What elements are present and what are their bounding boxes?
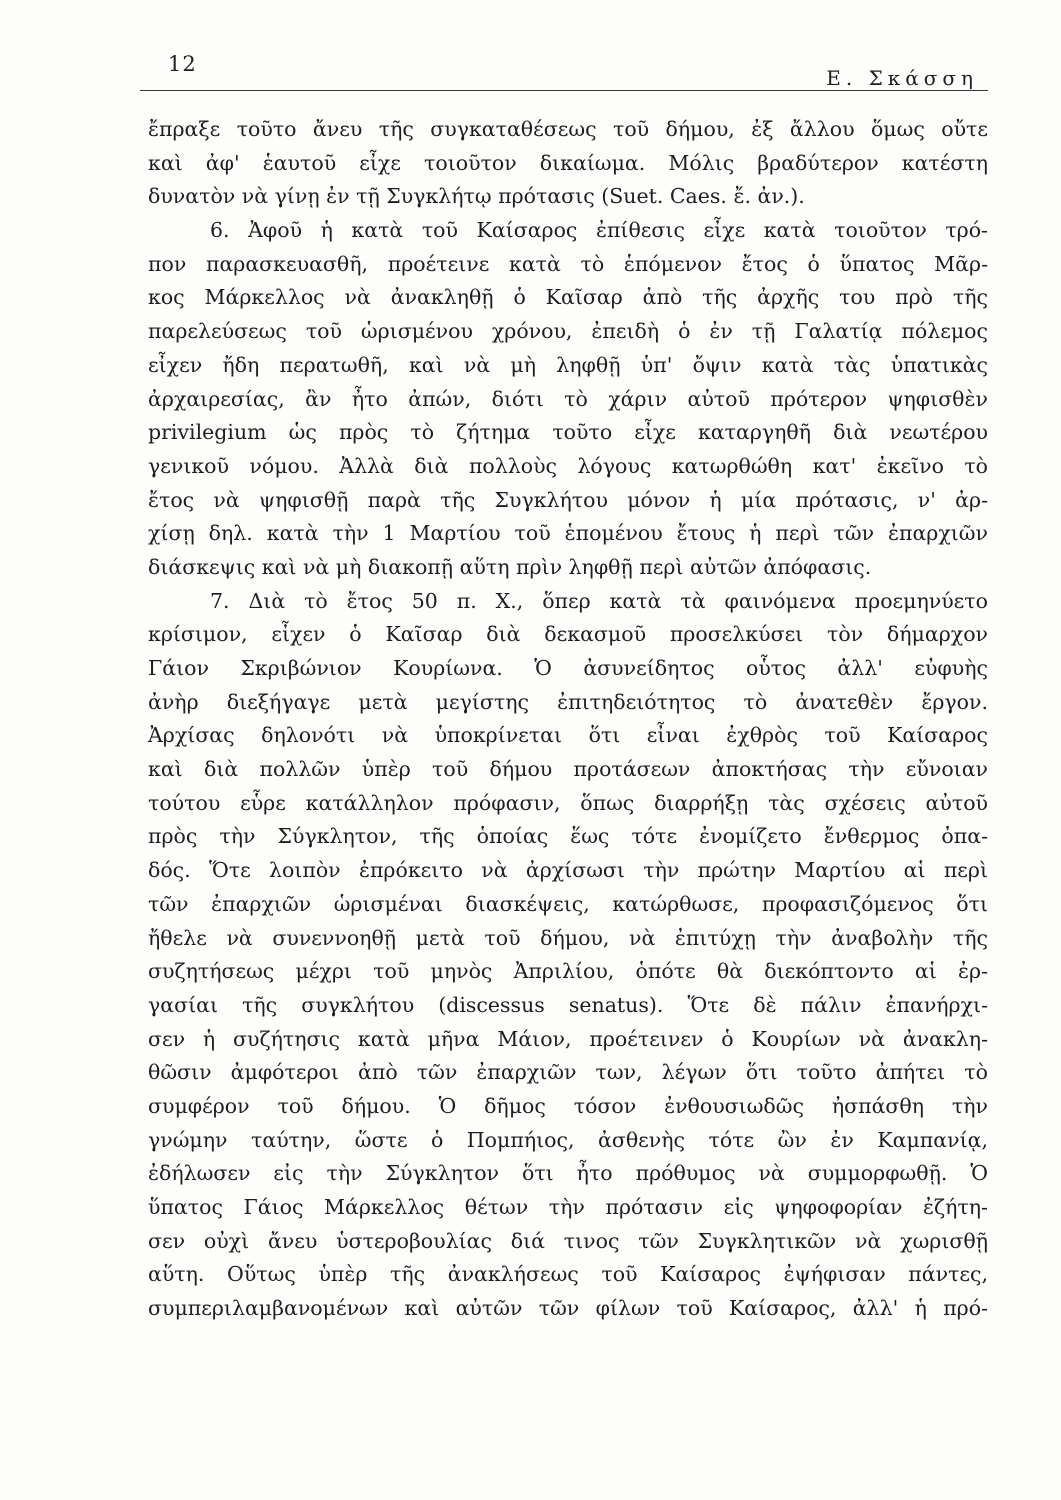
text-line: τούτου εὗρε κατάλληλον πρόφασιν, ὅπως διαρρήξῃ τὰς σχέσεις αὐτοῦ [148,790,988,815]
text-line: καὶ ἀφ' ἑαυτοῦ εἶχε τοιοῦτον δικαίωμα. Μόλις βραδύτερον κατέστη [148,150,988,175]
text-line: ἀνὴρ διεξήγαγε μετὰ μεγίστης ἐπιτηδειότητος τὸ ἀνατεθὲν ἔργον. [148,689,988,714]
text-line: γνώμην ταύτην, ὥστε ὁ Πομπήιος, ἀσθενὴς τότε ὢν ἐν Καμπανίᾳ, [148,1127,988,1152]
text-line: σεν ἡ συζήτησις κατὰ μῆνα Μάιον, προέτεινεν ὁ Κουρίων νὰ ἀνακλη- [148,1026,988,1051]
text-line: privilegium ὡς πρὸς τὸ ζήτημα τοῦτο εἶχε καταργηθῆ διὰ νεωτέρου [148,420,988,445]
page-number: 12 [168,52,197,76]
text-line: ἤθελε νὰ συνεννοηθῇ μετὰ τοῦ δήμου, νὰ ἐπιτύχῃ τὴν ἀναβολὴν τῆς [148,925,988,950]
text-line: 7. Διὰ τὸ ἔτος 50 π. Χ., ὅπερ κατὰ τὰ φαινόμενα προεμηνύετο [210,588,988,613]
text-line: διάσκεψις καὶ νὰ μὴ διακοπῇ αὕτη πρὶν ληφθῇ περὶ αὐτῶν ἀπόφασις. [148,554,872,579]
text-line: ἔτος νὰ ψηφισθῇ παρὰ τῆς Συγκλήτου μόνον ἡ μία πρότασις, ν' ἀρ- [148,487,988,512]
text-line: ὕπατος Γάιος Μάρκελλος θέτων τὴν πρότασιν εἰς ψηφοφορίαν ἐζήτη- [148,1195,988,1219]
text-line: δός. Ὅτε λοιπὸν ἐπρόκειτο νὰ ἀρχίσωσι τὴν πρώτην Μαρτίου αἱ περὶ [148,858,988,883]
text-line: τῶν ἐπαρχιῶν ὡρισμέναι διασκέψεις, κατώρθωσε, προφασιζόμενος ὅτι [148,891,988,916]
text-line: συμπεριλαμβανομένων καὶ αὐτῶν τῶν φίλων τοῦ Καίσαρος, ἀλλ' ἡ πρό- [148,1296,988,1321]
running-head: Ε. Σκάσση [826,66,978,90]
text-line: συζητήσεως μέχρι τοῦ μηνὸς Ἀπριλίου, ὁπότε θὰ διεκόπτοντο αἱ ἐρ- [148,959,988,984]
text-line: γασίαι τῆς συγκλήτου (discessus senatus). Ὅτε δὲ πάλιν ἐπανήρχι- [148,992,988,1017]
text-line: παρελεύσεως τοῦ ὡρισμένου χρόνου, ἐπειδὴ ὁ ἐν τῇ Γαλατίᾳ πόλεμος [148,319,988,344]
text-line: κος Μάρκελλος νὰ ἀνακληθῇ ὁ Καῖσαρ ἀπὸ τῆς ἀρχῆς του πρὸ τῆς [148,285,988,310]
text-line: αὕτη. Οὕτως ὑπὲρ τῆς ἀνακλήσεως τοῦ Καίσαρος ἐψήφισαν πάντες, [148,1262,988,1287]
text-line: καὶ διὰ πολλῶν ὑπὲρ τοῦ δήμου προτάσεων ἀποκτήσας τὴν εὔνοιαν [148,757,988,782]
text-line: ἀρχαιρεσίας, ἂν ἦτο ἀπών, διότι τὸ χάριν αὐτοῦ πρότερον ψηφισθὲν [148,386,988,411]
text-line: σεν οὐχὶ ἄνευ ὑστεροβουλίας διά τινος τῶν Συγκλητικῶν νὰ χωρισθῇ [148,1228,988,1253]
body-text [148,113,988,1326]
page-header [140,52,988,92]
text-line: γενικοῦ νόμου. Ἀλλὰ διὰ πολλοὺς λόγους κατωρθώθη κατ' ἐκεῖνο τὸ [148,453,988,478]
text-line: ἐδήλωσεν εἰς τὴν Σύγκλητον ὅτι ἦτο πρόθυμος νὰ συμμορφωθῇ. Ὁ [148,1161,988,1186]
text-line: πρὸς τὴν Σύγκλητον, τῆς ὁποίας ἕως τότε ἐνομίζετο ἔνθερμος ὀπα- [148,824,988,849]
text-line: κρίσιμον, εἶχεν ὁ Καῖσαρ διὰ δεκασμοῦ προσελκύσει τὸν δήμαρχον [148,622,988,647]
text-line: θῶσιν ἀμφότεροι ἀπὸ τῶν ἐπαρχιῶν των, λέγων ὅτι τοῦτο ἀπήτει τὸ [148,1060,988,1085]
text-line: εἶχεν ἤδη περατωθῆ, καὶ νὰ μὴ ληφθῇ ὑπ' ὄψιν κατὰ τὰς ὑπατικὰς [148,352,988,377]
text-line: Γάιον Σκριβώνιον Κουρίωνα. Ὁ ἀσυνείδητος οὗτος ἀλλ' εὐφυὴς [148,656,988,680]
text-line: 6. Ἀφοῦ ἡ κατὰ τοῦ Καίσαρος ἐπίθεσις εἶχε κατὰ τοιοῦτον τρό- [210,218,988,243]
text-line: πον παρασκευασθῆ, προέτεινε κατὰ τὸ ἑπόμενον ἔτος ὁ ὕπατος Μᾶρ- [148,251,988,276]
text-line: συμφέρον τοῦ δήμου. Ὁ δῆμος τόσον ἐνθουσιωδῶς ἠσπάσθη τὴν [148,1093,988,1118]
text-line: χίσῃ δηλ. κατὰ τὴν 1 Μαρτίου τοῦ ἑπομένου ἔτους ἡ περὶ τῶν ἐπαρχιῶν [148,521,988,546]
text-line: ἔπραξε τοῦτο ἄνευ τῆς συγκαταθέσεως τοῦ δήμου, ἐξ ἄλλου ὅμως οὔτε [148,117,988,141]
text-line: δυνατὸν νὰ γίνῃ ἐν τῇ Συγκλήτῳ πρότασις (Suet. Caes. ἔ. ἀν.). [148,184,805,209]
header-rule [140,90,988,91]
text-line: Ἀρχίσας δηλονότι νὰ ὑποκρίνεται ὅτι εἶναι ἐχθρὸς τοῦ Καίσαρος [148,723,988,748]
